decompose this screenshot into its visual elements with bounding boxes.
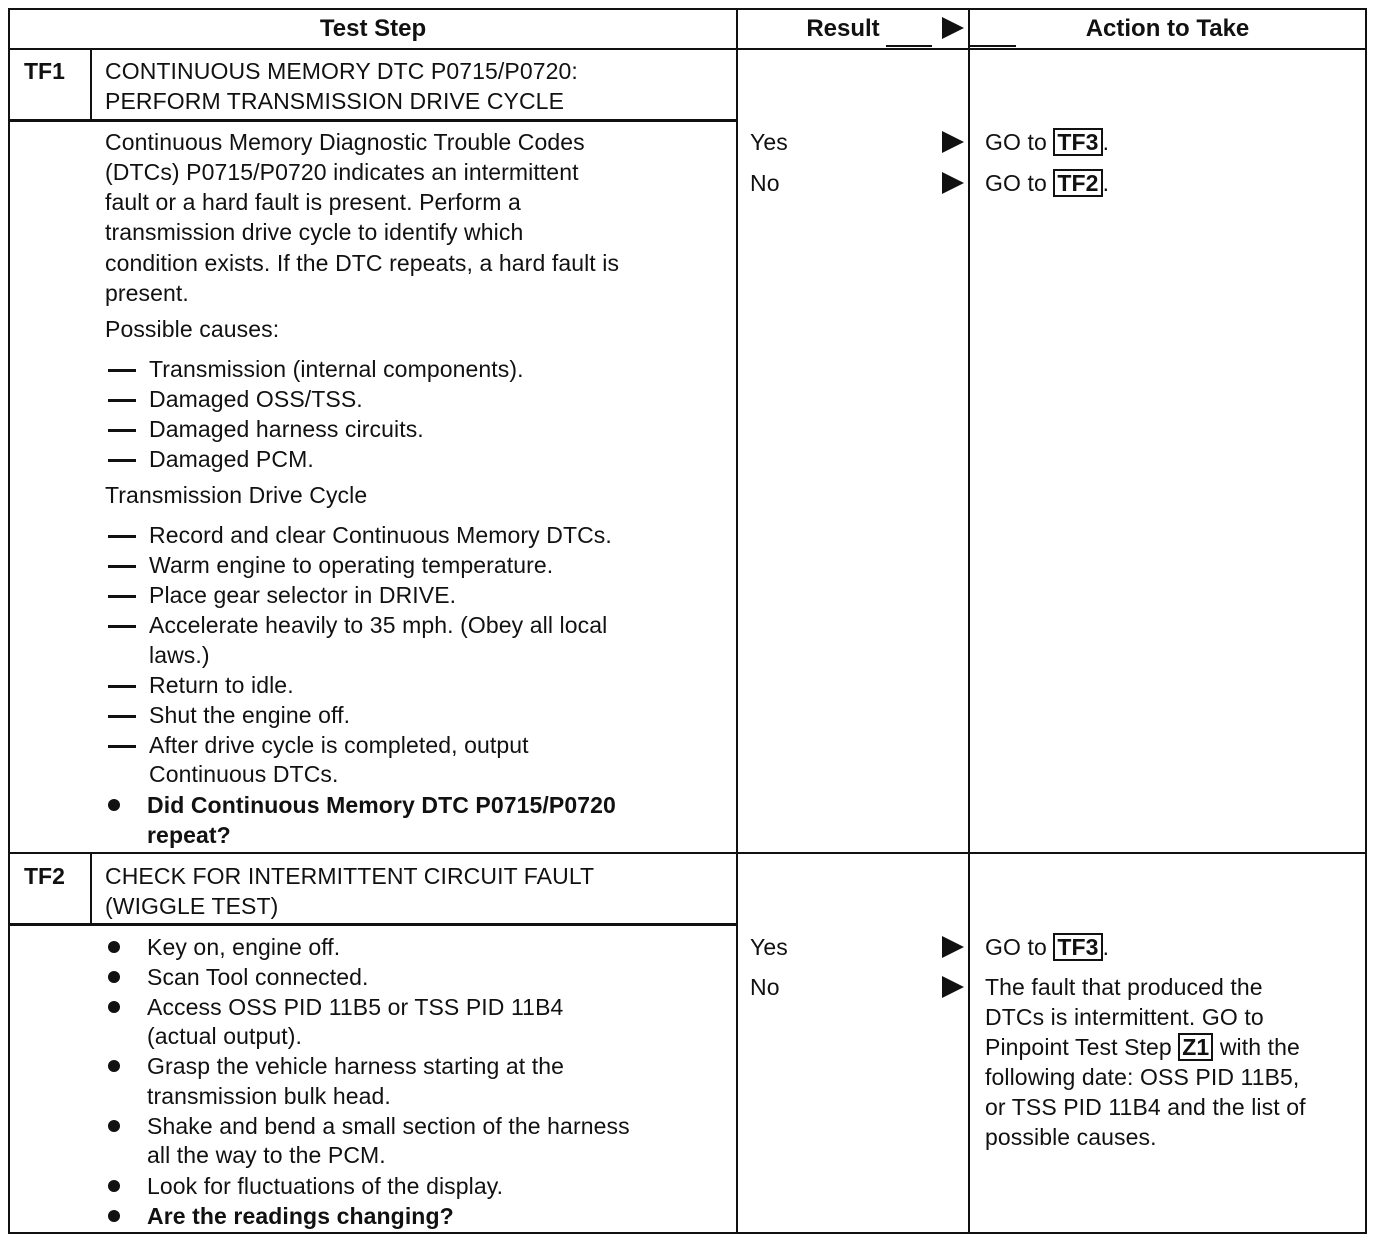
- tf2-action-no-line: possible causes.: [985, 1124, 1157, 1150]
- bullet-dot: [108, 1210, 120, 1222]
- tf1-result-yes: Yes: [750, 129, 788, 155]
- tf2-action-no-line: following date: OSS PID 11B5,: [985, 1064, 1300, 1090]
- tf2-question: Are the readings changing?: [147, 1203, 454, 1229]
- table-border-left: [8, 8, 10, 1234]
- dash-bullet: [108, 685, 136, 688]
- tf2-result-yes: Yes: [750, 934, 788, 960]
- dash-bullet: [108, 459, 136, 462]
- tf1-action-no: [985, 168, 1109, 198]
- tf1-cycle-step: Return to idle.: [149, 672, 294, 698]
- bullet-dot: [108, 941, 120, 953]
- result-arrow-icon: [942, 131, 964, 153]
- bullet-dot: [108, 1001, 120, 1013]
- tf2-action-no-line: DTCs is intermittent. GO to: [985, 1004, 1264, 1030]
- bullet-dot: [108, 1060, 120, 1072]
- tf1-cause-item: Transmission (internal components).: [149, 356, 524, 382]
- tf2-step: (actual output).: [147, 1023, 303, 1049]
- tf1-id-divider: [90, 48, 92, 120]
- tf2-result-no: No: [750, 974, 780, 1000]
- header-underline-result: [886, 45, 932, 47]
- tf1-cycle-heading: Transmission Drive Cycle: [105, 482, 368, 508]
- tf1-title-underline: [8, 119, 737, 122]
- dash-bullet: [108, 399, 136, 402]
- tf1-desc-line: condition exists. If the DTC repeats, a hard fault is: [105, 250, 620, 276]
- tf1-question: repeat?: [147, 822, 231, 848]
- column-divider-result: [736, 8, 738, 1234]
- tf1-title-line-1: CONTINUOUS MEMORY DTC P0715/P0720:: [105, 58, 578, 84]
- tf2-title-line-1: CHECK FOR INTERMITTENT CIRCUIT FAULT: [105, 863, 595, 889]
- tf2-step: all the way to the PCM.: [147, 1142, 386, 1168]
- column-divider-action: [968, 8, 970, 1234]
- header-divider: [8, 48, 1367, 50]
- tf1-causes-heading: Possible causes:: [105, 316, 280, 342]
- tf2-action-no-line: The fault that produced the: [985, 974, 1263, 1000]
- bullet-dot: [108, 971, 120, 983]
- tf2-id-divider: [90, 852, 92, 924]
- table-border-right: [1365, 8, 1367, 1234]
- step-ref-tf3[interactable]: TF3: [1053, 933, 1102, 961]
- tf2-action-no-line: [985, 1032, 1300, 1062]
- action-prefix: GO to: [985, 129, 1047, 155]
- result-arrow-icon: [942, 172, 964, 194]
- header-underline-action: [970, 45, 1016, 47]
- tf2-action-yes: [985, 932, 1109, 962]
- step-ref-z1[interactable]: Z1: [1178, 1033, 1213, 1061]
- tf2-step: transmission bulk head.: [147, 1083, 391, 1109]
- tf2-step: Scan Tool connected.: [147, 964, 369, 990]
- result-arrow-icon: [942, 936, 964, 958]
- table-border-bottom: [8, 1232, 1367, 1234]
- dash-bullet: [108, 745, 136, 748]
- action-text: with the: [1219, 1034, 1300, 1060]
- tf1-cycle-step: Warm engine to operating temperature.: [149, 552, 554, 578]
- header-action: Action to Take: [1085, 15, 1250, 42]
- dash-bullet: [108, 565, 136, 568]
- tf1-cycle-step: Record and clear Continuous Memory DTCs.: [149, 522, 612, 548]
- dash-bullet: [108, 625, 136, 628]
- tf1-desc-line: Continuous Memory Diagnostic Trouble Codes: [105, 129, 585, 155]
- bullet-dot: [108, 1180, 120, 1192]
- dash-bullet: [108, 595, 136, 598]
- tf2-title-underline: [8, 923, 737, 926]
- dash-bullet: [108, 535, 136, 538]
- tf1-desc-line: fault or a hard fault is present. Perform a: [105, 189, 521, 215]
- tf1-cycle-step: Place gear selector in DRIVE.: [149, 582, 457, 608]
- tf1-result-no: No: [750, 170, 780, 196]
- tf1-cycle-step: Shut the engine off.: [149, 702, 351, 728]
- tf1-cause-item: Damaged harness circuits.: [149, 416, 424, 442]
- tf2-step-id: TF2: [24, 863, 65, 889]
- tf2-step: Access OSS PID 11B5 or TSS PID 11B4: [147, 994, 564, 1020]
- action-text: Pinpoint Test Step: [985, 1034, 1172, 1060]
- step-ref-tf2[interactable]: TF2: [1053, 169, 1102, 197]
- tf1-action-yes: [985, 127, 1109, 157]
- dash-bullet: [108, 369, 136, 372]
- action-suffix: .: [1102, 170, 1110, 196]
- table-border-top: [8, 8, 1367, 10]
- step-ref-tf3[interactable]: TF3: [1053, 128, 1102, 156]
- tf1-cycle-step: laws.): [149, 642, 210, 668]
- dash-bullet: [108, 429, 136, 432]
- tf2-action-no-line: or TSS PID 11B4 and the list of: [985, 1094, 1306, 1120]
- tf1-cause-item: Damaged OSS/TSS.: [149, 386, 363, 412]
- action-prefix: GO to: [985, 170, 1047, 196]
- tf1-cause-item: Damaged PCM.: [149, 446, 314, 472]
- tf2-title-line-2: (WIGGLE TEST): [105, 893, 279, 919]
- action-suffix: .: [1102, 934, 1110, 960]
- tf1-desc-line: present.: [105, 280, 189, 306]
- bullet-dot: [108, 1120, 120, 1132]
- action-suffix: .: [1102, 129, 1110, 155]
- tf1-cycle-step: Accelerate heavily to 35 mph. (Obey all local: [149, 612, 608, 638]
- header-arrow-icon: [942, 17, 964, 39]
- header-test-step: Test Step: [319, 15, 427, 42]
- result-arrow-icon: [942, 976, 964, 998]
- tf1-cycle-step: Continuous DTCs.: [149, 761, 339, 787]
- tf1-cycle-step: After drive cycle is completed, output: [149, 732, 529, 758]
- tf1-step-id: TF1: [24, 58, 65, 84]
- row-divider-tf2: [8, 852, 1367, 854]
- tf2-step: Look for fluctuations of the display.: [147, 1173, 504, 1199]
- tf1-desc-line: transmission drive cycle to identify which: [105, 219, 524, 245]
- header-result: Result: [806, 15, 880, 42]
- bullet-dot: [108, 799, 120, 811]
- tf2-step: Key on, engine off.: [147, 934, 341, 960]
- tf1-question: Did Continuous Memory DTC P0715/P0720: [147, 792, 616, 818]
- tf2-step: Shake and bend a small section of the harness: [147, 1113, 630, 1139]
- tf1-title-line-2: PERFORM TRANSMISSION DRIVE CYCLE: [105, 88, 565, 114]
- tf1-desc-line: (DTCs) P0715/P0720 indicates an intermittent: [105, 159, 579, 185]
- dash-bullet: [108, 715, 136, 718]
- action-prefix: GO to: [985, 934, 1047, 960]
- tf2-step: Grasp the vehicle harness starting at the: [147, 1053, 565, 1079]
